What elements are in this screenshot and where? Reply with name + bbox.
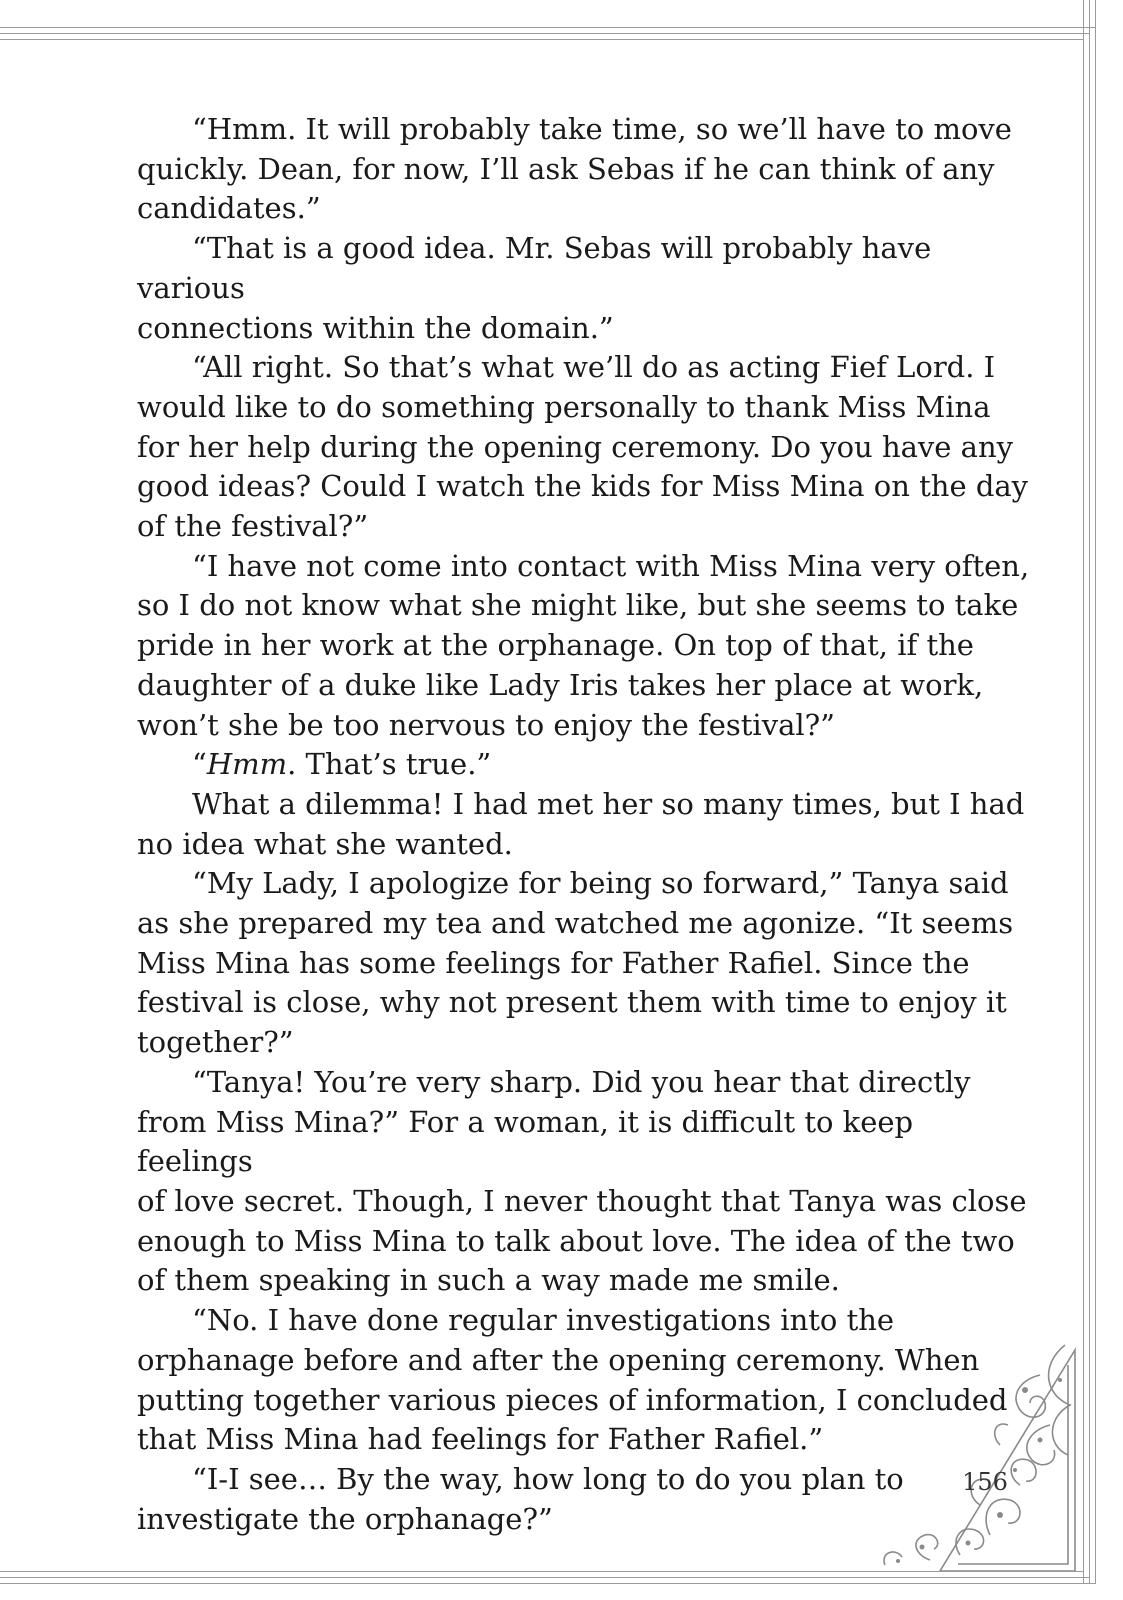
page-number: 156 [962,1468,1008,1496]
paragraph: “That is a good idea. Mr. Sebas will probably have various connections within the domain.” [137,231,932,345]
paragraph: “I have not come into contact with Miss Mina very often, so I do not know what she might like, but she seems to take pride in her work at the orphanage. On top of that, if the daughter of a duke like Lady Iris takes her place at work, won’t she be too nervous to enjoy the festival?” [137,548,1030,742]
frame-bottom-line [0,1571,1083,1572]
frame-bottom-line [0,1577,1089,1578]
page-text [137,110,1030,1539]
frame-bottom-line [0,1583,1095,1584]
paragraph: “No. I have done regular investigations into the orphanage before and after the opening ceremony. When putting together various pieces of information, I concluded that Miss Mina had feelings for Father Rafiel.” [137,1303,1008,1457]
paragraph: “I-I see… By the way, how long to do you plan to investigate the orphanage?” [137,1461,904,1536]
paragraph: “My Lady, I apologize for being so forward,” Tanya said as she prepared my tea and watched me agonize. “It seems Miss Mina has some feelings for Father Rafiel. Since the festival is close, why not present them with time to enjoy it together?” [137,866,1014,1060]
frame-top-line [0,33,1089,34]
open-quote: “ [192,747,207,782]
paragraph [137,745,1030,785]
frame-right-line [1083,0,1084,1584]
frame-right-line [1089,0,1090,1584]
paragraph: “Tanya! You’re very sharp. Did you hear that directly from Miss Mina?” For a woman, it is difficult to keep feelings of love secret. Though, I never thought that Tanya was close enough to Miss Mina to talk about love. The idea of the two of them speaking in such a way made me smile. [137,1064,1027,1298]
corner-ornament-icon [870,1335,1082,1571]
paragraph: What a dilemma! I had met her so many times, but I had no idea what she wanted. [137,786,1025,861]
frame-top-line [0,27,1095,28]
frame-right-line [1095,0,1096,1584]
frame-top-line [0,39,1083,40]
paragraph: “All right. So that’s what we’ll do as acting Fief Lord. I would like to do something personally to thank Miss Mina for her help during the opening ceremony. Do you have any good ideas? Could I watch the kids for Miss Mina on the day of the festival?” [137,350,1029,544]
italic-word: Hmm [206,747,288,782]
paragraph-rest: . That’s true.” [287,747,492,782]
paragraph: “Hmm. It will probably take time, so we’ll have to move quickly. Dean, for now, I’ll ask Sebas if he can think of any candidates.” [137,112,1012,226]
